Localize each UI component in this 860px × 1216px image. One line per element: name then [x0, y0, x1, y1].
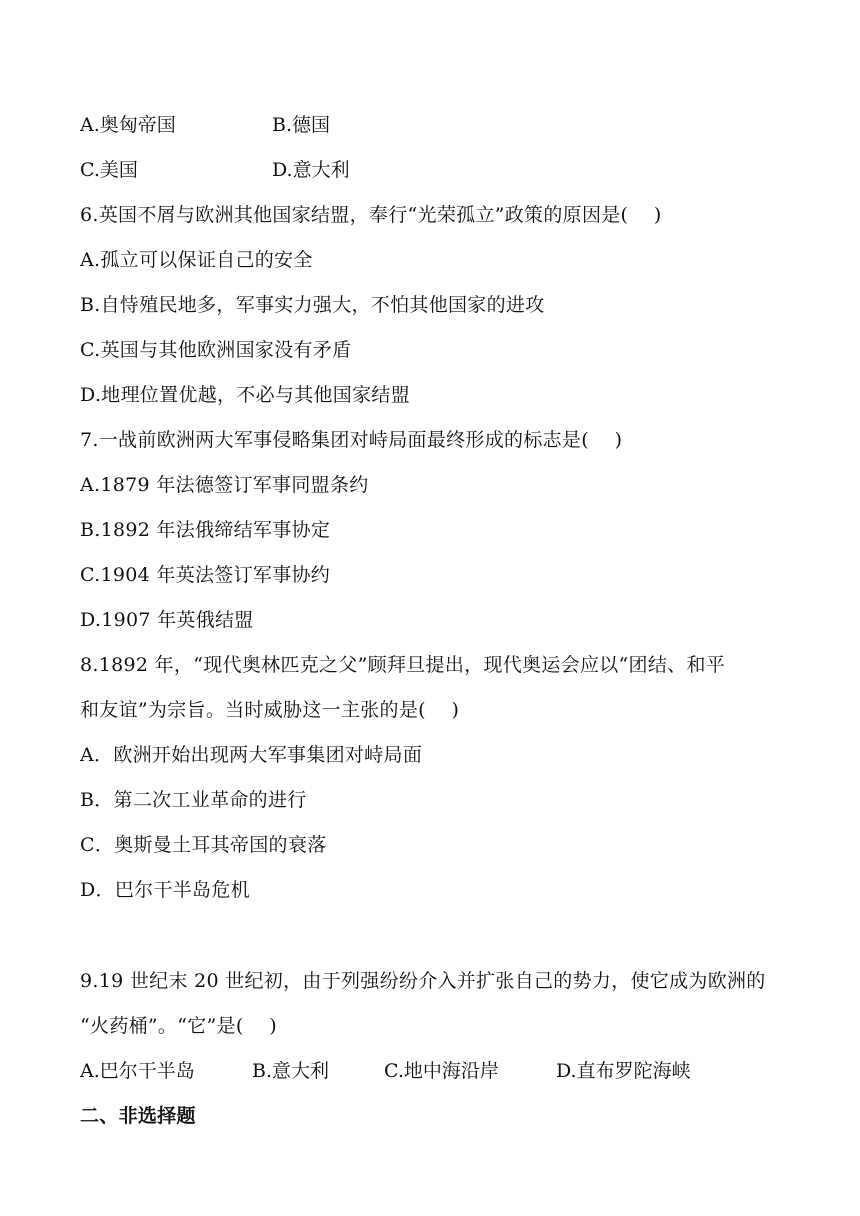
q8-option-c: C．奥斯曼土耳其帝国的衰落 — [80, 834, 327, 856]
q7-stem: 7.一战前欧洲两大军事侵略集团对峙局面最终形成的标志是( ) — [80, 429, 623, 451]
q5-option-d: D.意大利 — [272, 159, 350, 181]
q8-stem-line-2: 和友谊”为宗旨。当时威胁这一主张的是( ) — [80, 699, 460, 721]
q6-option-a: A.孤立可以保证自己的安全 — [80, 249, 313, 271]
q6-option-b: B.自恃殖民地多，军事实力强大，不怕其他国家的进攻 — [80, 294, 545, 316]
q5-option-c: C.美国 — [80, 159, 138, 181]
q9-option-d: D.直布罗陀海峡 — [556, 1060, 691, 1082]
q9-stem-line-2: “火药桶”。“它”是( ) — [80, 1015, 277, 1037]
q6-stem: 6.英国不屑与欧洲其他国家结盟，奉行“光荣孤立”政策的原因是( ) — [80, 204, 662, 226]
q7-option-d: D.1907 年英俄结盟 — [80, 609, 254, 631]
q6-option-d: D.地理位置优越，不必与其他国家结盟 — [80, 384, 410, 406]
q9-stem-line-1: 9.19 世纪末 20 世纪初，由于列强纷纷介入并扩张自己的势力，使它成为欧洲的 — [80, 970, 766, 992]
q5-option-a: A.奥匈帝国 — [80, 114, 176, 136]
q7-option-a: A.1879 年法德签订军事同盟条约 — [80, 474, 369, 496]
q9-option-c: C.地中海沿岸 — [384, 1060, 499, 1082]
q7-option-b: B.1892 年法俄缔结军事协定 — [80, 519, 331, 541]
q9-option-b: B.意大利 — [252, 1060, 330, 1082]
q6-option-c: C.英国与其他欧洲国家没有矛盾 — [80, 339, 352, 361]
q8-option-a: A．欧洲开始出现两大军事集团对峙局面 — [80, 744, 423, 766]
q8-option-b: B．第二次工业革命的进行 — [80, 789, 307, 811]
q8-stem-line-1: 8.1892 年，“现代奥林匹克之父”顾拜旦提出，现代奥运会应以“团结、和平 — [80, 654, 726, 676]
q7-option-c: C.1904 年英法签订军事协约 — [80, 564, 331, 586]
q8-option-d: D．巴尔干半岛危机 — [80, 879, 250, 901]
section-heading: 二、非选择题 — [80, 1105, 196, 1127]
q5-option-b: B.德国 — [272, 114, 331, 136]
q9-option-a: A.巴尔干半岛 — [80, 1060, 195, 1082]
